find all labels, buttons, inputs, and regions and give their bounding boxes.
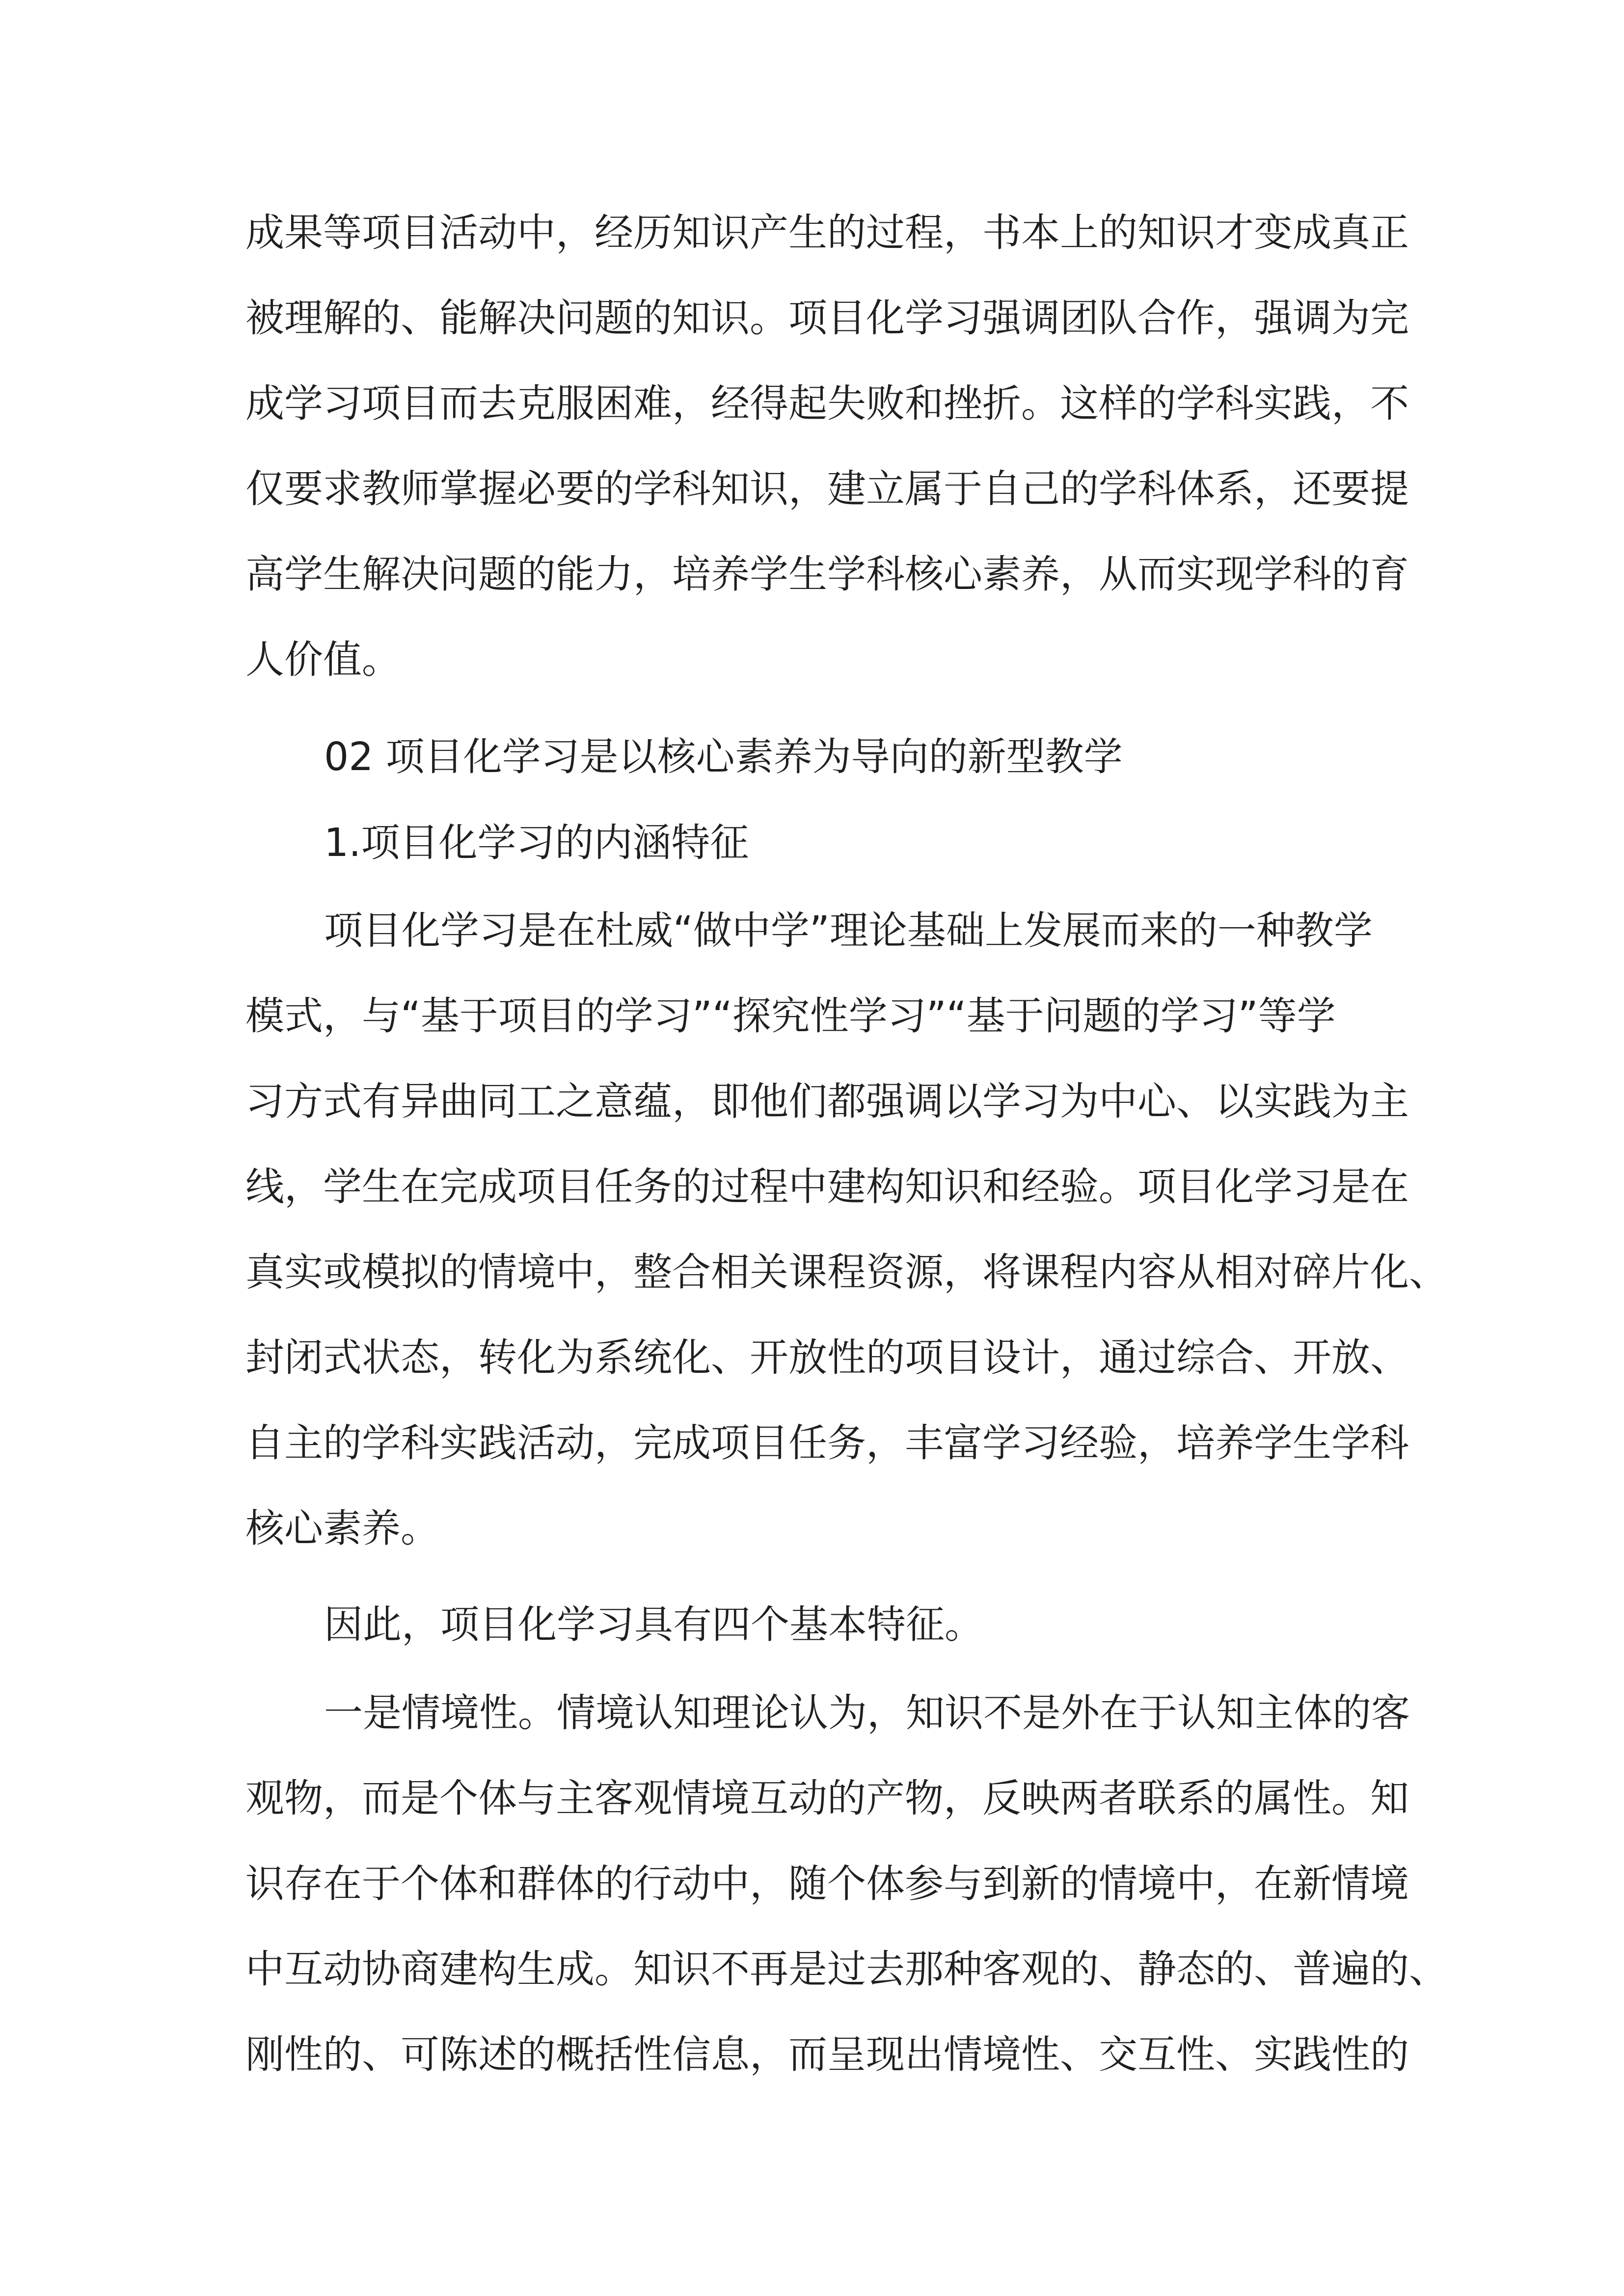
paragraph-line: 高学生解决问题的能力，培养学生学科核心素养，从而实现学科的育 bbox=[245, 552, 1409, 597]
paragraph-line: 模式，与“基于项目的学习”“探究性学习”“基于问题的学习”等学 bbox=[245, 993, 1336, 1039]
paragraph-line: 真实或模拟的情境中，整合相关课程资源，将课程内容从相对碎片化、 bbox=[245, 1250, 1448, 1295]
subsection-heading: 1.项目化学习的内涵特征 bbox=[324, 820, 749, 865]
paragraph-line: 习方式有异曲同工之意蕴，即他们都强调以学习为中心、以实践为主 bbox=[245, 1079, 1409, 1124]
paragraph-line: 因此，项目化学习具有四个基本特征。 bbox=[324, 1602, 983, 1647]
paragraph-line: 识存在于个体和群体的行动中，随个体参与到新的情境中，在新情境 bbox=[245, 1861, 1409, 1906]
paragraph-line: 自主的学科实践活动，完成项目任务，丰富学习经验，培养学生学科 bbox=[245, 1420, 1409, 1466]
paragraph-line: 成果等项目活动中，经历知识产生的过程，书本上的知识才变成真正 bbox=[245, 210, 1409, 255]
paragraph-line: 封闭式状态，转化为系统化、开放性的项目设计，通过综合、开放、 bbox=[245, 1335, 1409, 1380]
paragraph-line: 线，学生在完成项目任务的过程中建构知识和经验。项目化学习是在 bbox=[245, 1164, 1409, 1209]
paragraph-line: 刚性的、可陈述的概括性信息，而呈现出情境性、交互性、实践性的 bbox=[245, 2032, 1409, 2077]
paragraph-line: 人价值。 bbox=[245, 637, 401, 682]
paragraph-line: 被理解的、能解决问题的知识。项目化学习强调团队合作，强调为完 bbox=[245, 295, 1409, 341]
paragraph-line: 核心素养。 bbox=[245, 1506, 439, 1551]
paragraph-line: 项目化学习是在杜威“做中学”理论基础上发展而来的一种教学 bbox=[324, 908, 1373, 953]
paragraph-line: 一是情境性。情境认知理论认为，知识不是外在于认知主体的客 bbox=[324, 1690, 1410, 1735]
paragraph-line: 中互动协商建构生成。知识不再是过去那种客观的、静态的、普遍的、 bbox=[245, 1947, 1448, 1992]
paragraph-line: 成学习项目而去克服困难，经得起失败和挫折。这样的学科实践，不 bbox=[245, 381, 1409, 426]
paragraph-line: 仅要求教师掌握必要的学科知识，建立属于自己的学科体系，还要提 bbox=[245, 466, 1409, 511]
paragraph-line: 观物，而是个体与主客观情境互动的产物，反映两者联系的属性。知 bbox=[245, 1776, 1409, 1821]
section-heading: 02 项目化学习是以核心素养为导向的新型教学 bbox=[324, 734, 1123, 779]
